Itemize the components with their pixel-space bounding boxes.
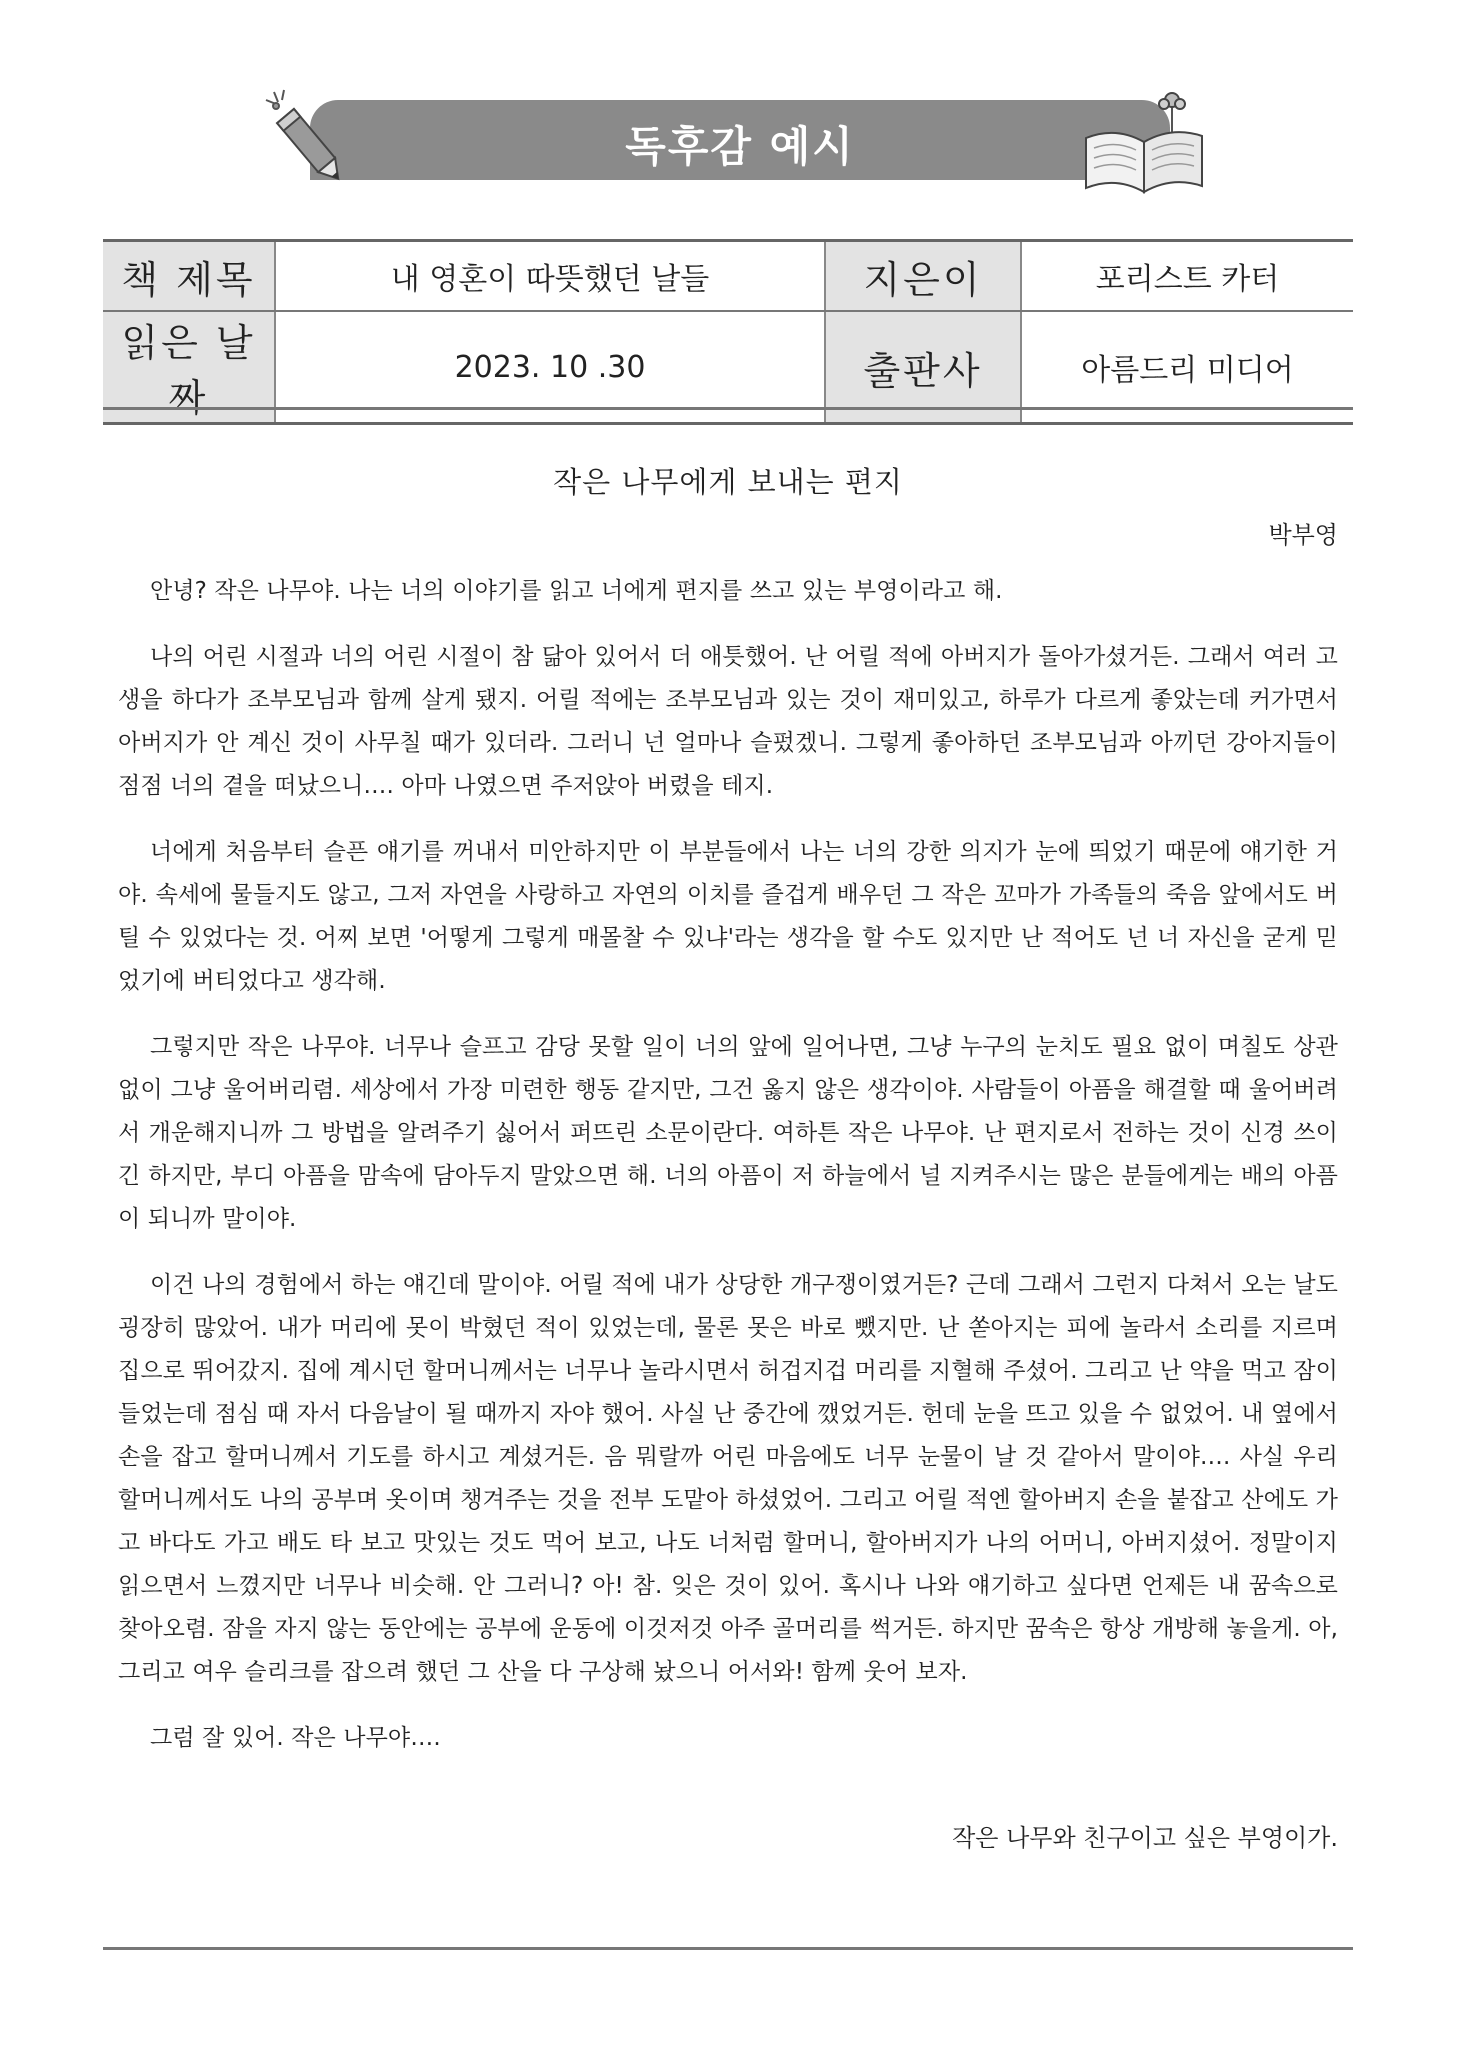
letter-title: 작은 나무에게 보내는 편지: [553, 465, 903, 499]
paragraph: 그렇지만 작은 나무야. 너무나 슬프고 감당 못할 일이 너의 앞에 일어나면, 그냥 누구의 눈치도 필요 없이 며칠도 상관없이 그냥 울어버리렴. 세상에서 가장 미련한 행동 같지만, 그건 옳지 않은 생각이야. 사람들이 아픔을 해결할 때 울어버려서 개운해지니까 그 방법을 알려주기 싫어서 퍼뜨린 소문이란다. 여하튼 작은 나무야. 난 편지로서 전하는 것이 신경 쓰이긴 하지만, 부디 아픔을 맘속에 담아두지 말았으면 해. 너의 아픔이 저 하늘에서 널 지켜주시는 많은 분들에게는 배의 아픔이 되니까 말이야.: [118, 1034, 1338, 1232]
author-value: 포리스트 카터: [1021, 241, 1353, 312]
publisher-value: 아름드리 미디어: [1021, 311, 1353, 424]
bottom-divider: [103, 1947, 1353, 1950]
paragraph: 나의 어린 시절과 너의 어린 시절이 참 닮아 있어서 더 애틋했어. 난 어릴 적에 아버지가 돌아가셨거든. 그래서 여러 고생을 하다가 조부모님과 함께 살게 됐지. 어릴 적에는 조부모님과 있는 것이 재미있고, 하루가 다르게 좋았는데 커가면서 아버지가 안 계신 것이 사무칠 때가 있더라. 그러니 넌 얼마나 슬펐겠니. 그렇게 좋아하던 조부모님과 아끼던 강아지들이 점점 너의 곁을 떠났으니…. 아마 나였으면 주저앉아 버렸을 테지.: [118, 644, 1338, 799]
letter-body: [118, 460, 1338, 1877]
book-info-table: [103, 239, 1353, 425]
paragraph: 안녕? 작은 나무야. 나는 너의 이야기를 읽고 너에게 편지를 쓰고 있는 부영이라고 해.: [150, 578, 1003, 604]
paragraph: 이건 나의 경험에서 하는 얘긴데 말이야. 어릴 적에 내가 상당한 개구쟁이였거든? 근데 그래서 그런지 다쳐서 오는 날도 굉장히 많았어. 내가 머리에 못이 박혔던 적이 있었는데, 물론 못은 바로 뺐지만. 난 쏟아지는 피에 놀라서 소리를 지르며 집으로 뛰어갔지. 집에 계시던 할머니께서는 너무나 놀라시면서 허겁지겁 머리를 지혈해 주셨어. 그리고 난 약을 먹고 잠이 들었는데 점심 때 자서 다음날이 될 때까지 자야 했어. 사실 난 중간에 깼었거든. 헌데 눈을 뜨고 있을 수 없었어. 내 옆에서 손을 잡고 할머니께서 기도를 하시고 계셨거든. 음 뭐랄까 어린 마음에도 너무 눈물이 날 것 같아서 말이야…. 사실 우리 할머니께서도 나의 공부며 옷이며 챙겨주는 것을 전부 도맡아 하셨었어. 그리고 어릴 적엔 할아버지 손을 붙잡고 산에도 가고 바다도 가고 배도 타 보고 맛있는 것도 먹어 보고, 나도 너처럼 할머니, 할아버지가 나의 어머니, 아버지셨어. 정말이지 읽으면서 느꼈지만 너무나 비슷해. 안 그러니? 아! 참. 잊은 것이 있어. 혹시나 나와 얘기하고 싶다면 언제든 내 꿈속으로 찾아오렴. 잠을 자지 않는 동안에는 공부에 운동에 이것저것 아주 골머리를 썩거든. 하지만 꿈속은 항상 개방해 놓을게. 아, 그리고 여우 슬리크를 잡으려 했던 그 산을 다 구상해 놨으니 어서와! 함께 웃어 보자.: [118, 1272, 1338, 1685]
paragraph: 너에게 처음부터 슬픈 얘기를 꺼내서 미안하지만 이 부분들에서 나는 너의 강한 의지가 눈에 띄었기 때문에 얘기한 거야. 속세에 물들지도 않고, 그저 자연을 사랑하고 자연의 이치를 즐겁게 배우던 그 작은 꼬마가 가족들의 죽음 앞에서도 버틸 수 있었다는 것. 어찌 보면 '어떻게 그렇게 매몰찰 수 있냐'라는 생각을 할 수도 있지만 난 적어도 넌 너 자신을 굳게 믿었기에 버티었다고 생각해.: [118, 839, 1338, 994]
top-divider: [103, 407, 1353, 410]
pencil-icon: [262, 86, 342, 186]
open-book-icon: [1080, 88, 1210, 198]
read-date-value: 2023. 10 .30: [275, 311, 825, 424]
author-label: 지은이: [825, 241, 1021, 312]
book-title-value: 내 영혼이 따뜻했던 날들: [275, 241, 825, 312]
publisher-label: 출판사: [825, 311, 1021, 424]
letter-author: 박부영: [1268, 521, 1338, 549]
header-banner: [310, 100, 1170, 180]
read-date-label: 읽은 날짜: [103, 311, 275, 424]
page-title: 독후감 예시: [625, 122, 855, 171]
table-row: [103, 241, 1353, 312]
paragraph: 그럼 잘 있어. 작은 나무야….: [150, 1725, 441, 1751]
book-title-label: 책 제목: [103, 241, 275, 312]
signature: 작은 나무와 친구이고 싶은 부영이가.: [952, 1824, 1338, 1852]
